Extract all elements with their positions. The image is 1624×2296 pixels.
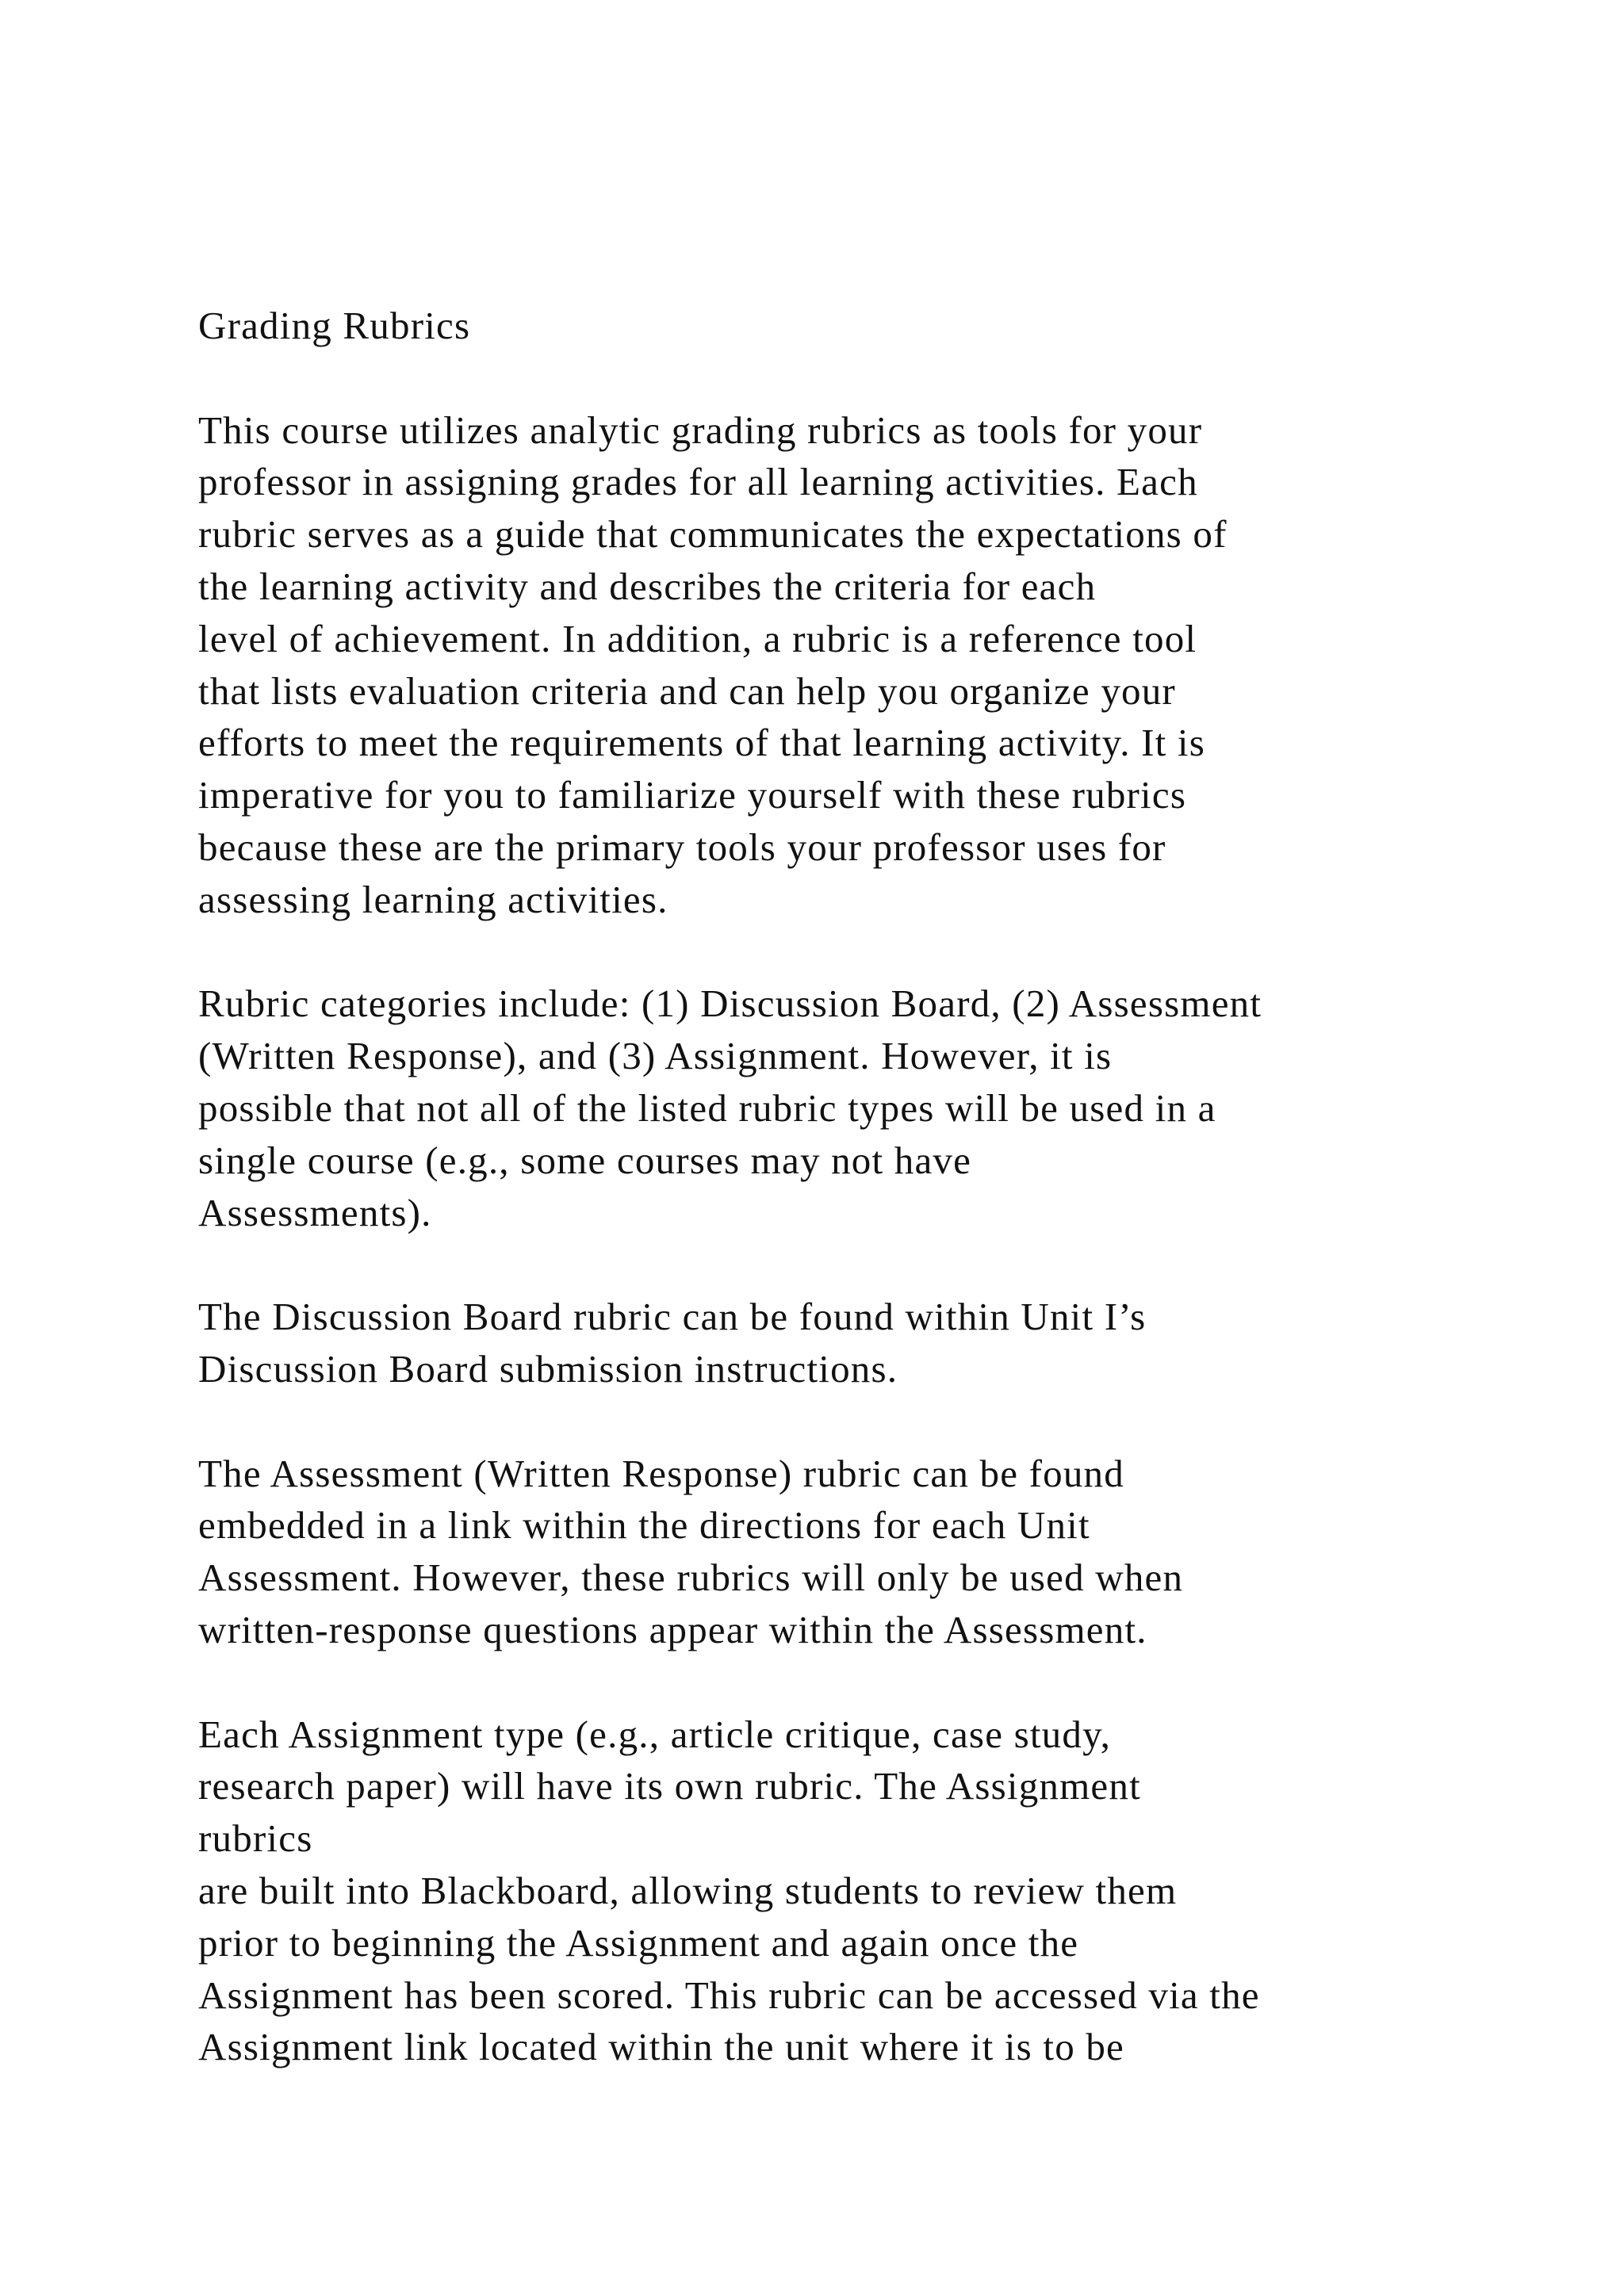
text-line: Assessment. However, these rubrics will only be used when <box>198 1556 1184 1600</box>
document-title <box>198 300 1546 352</box>
text-line: Rubric categories include: (1) Discussion Board, (2) Assessment <box>198 982 1262 1026</box>
text-line: embedded in a link within the directions for each Unit <box>198 1503 1090 1548</box>
paragraph-assessment <box>198 1448 1546 1656</box>
text-line: written-response questions appear within the Assessment. <box>198 1607 1147 1651</box>
text-line: rubrics <box>198 1816 313 1861</box>
text-line: professor in assigning grades for all learning activities. Each <box>198 460 1198 504</box>
text-line: This course utilizes analytic grading rubrics as tools for your <box>198 408 1203 452</box>
text-line: assessing learning activities. <box>198 877 668 921</box>
text-line: single course (e.g., some courses may not have <box>198 1138 972 1182</box>
text-line: The Assessment (Written Response) rubric can be found <box>198 1451 1124 1495</box>
text-line: possible that not all of the listed rubric types will be used in a <box>198 1085 1216 1130</box>
text-line: are built into Blackboard, allowing students to review them <box>198 1868 1178 1912</box>
text-line: imperative for you to familiarize yourself with these rubrics <box>198 773 1187 817</box>
text-line: Each Assignment type (e.g., article critique, case study, <box>198 1712 1112 1756</box>
title-line: Grading Rubrics <box>198 304 471 347</box>
text-line: Assignment has been scored. This rubric can be accessed via the <box>198 1973 1260 2017</box>
text-line: rubric serves as a guide that communicates the expectations of <box>198 512 1228 557</box>
text-line: efforts to meet the requirements of that learning activity. It is <box>198 721 1205 765</box>
text-line: Assignment link located within the unit where it is to be <box>198 2025 1125 2069</box>
paragraph-intro <box>198 404 1546 926</box>
text-line: research paper) will have its own rubric. The Assignment <box>198 1764 1141 1808</box>
paragraph-rubric-categories <box>198 978 1546 1238</box>
text-line: prior to beginning the Assignment and again once the <box>198 1920 1079 1965</box>
text-line: Assessments). <box>198 1190 432 1234</box>
text-line: the learning activity and describes the criteria for each <box>198 564 1097 608</box>
paragraph-assignment <box>198 1709 1546 2074</box>
document-body <box>198 300 1546 2126</box>
text-line: level of achievement. In addition, a rubric is a reference tool <box>198 616 1197 660</box>
text-line: because these are the primary tools your professor uses for <box>198 825 1166 869</box>
paragraph-discussion-board <box>198 1291 1546 1395</box>
text-line: Discussion Board submission instructions. <box>198 1346 898 1391</box>
text-line: that lists evaluation criteria and can help you organize your <box>198 668 1176 713</box>
text-line: (Written Response), and (3) Assignment. However, it is <box>198 1034 1113 1078</box>
text-line: The Discussion Board rubric can be found within Unit I’s <box>198 1295 1147 1339</box>
